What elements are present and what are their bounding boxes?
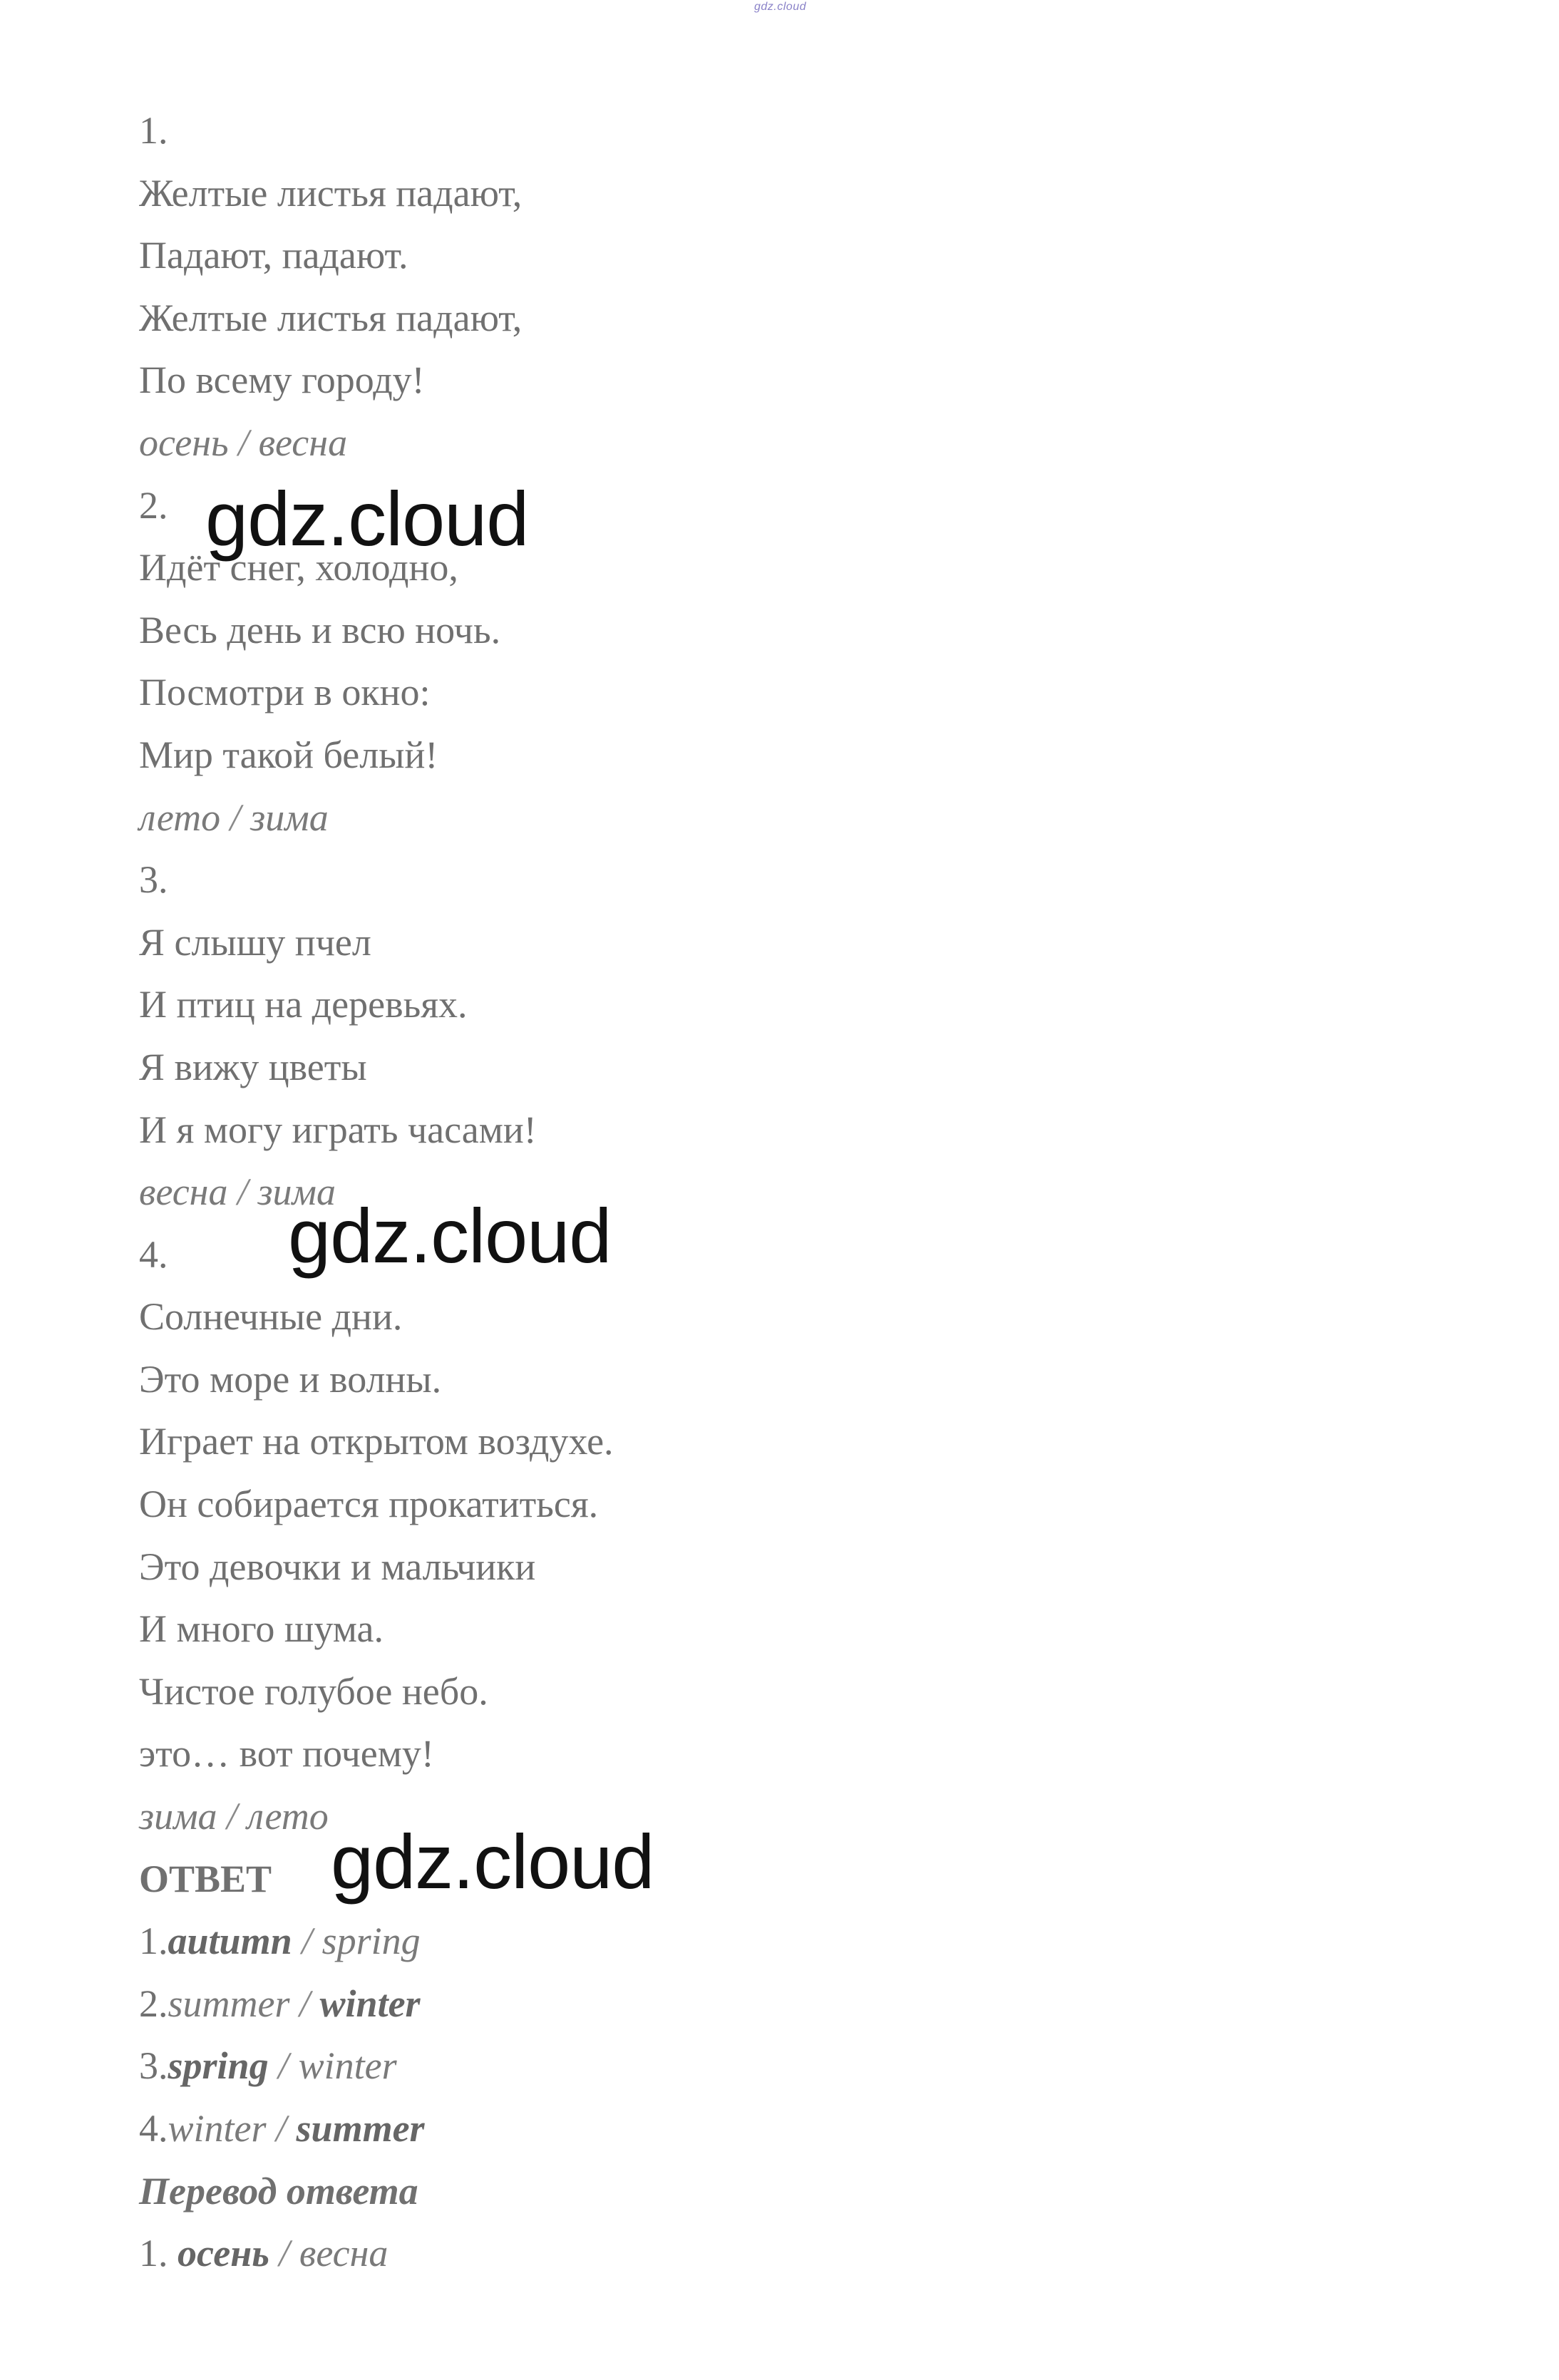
poem-line: это… вот почему!: [139, 1732, 434, 1776]
answer-selected: spring: [168, 2044, 269, 2088]
poem-line: Идёт снег, холодно,: [139, 546, 458, 589]
poem-line: Желтые листья падают,: [139, 296, 523, 339]
choice-a: осень: [139, 421, 229, 464]
poem-line: И много шума.: [139, 1607, 384, 1651]
translation-heading: Перевод ответа: [139, 2169, 418, 2212]
choice-b: зима: [250, 795, 329, 839]
watermark: gdz.cloud: [288, 1192, 612, 1279]
poem-number: 3.: [139, 858, 168, 902]
poem-line: И птиц на деревьях.: [139, 983, 468, 1026]
poem-line: Падают, падают.: [139, 234, 408, 277]
choice-separator: /: [237, 1170, 248, 1214]
translation-number: 1.: [139, 2232, 177, 2275]
season-choice: [139, 787, 1422, 850]
choice-a: весна: [139, 1170, 228, 1214]
choice-b: весна: [258, 421, 348, 464]
choice-a: зима: [139, 1795, 217, 1838]
poem-line: Я вижу цветы: [139, 1045, 367, 1088]
answer-number: 4.: [139, 2107, 168, 2150]
answer-heading: ОТВЕТ: [139, 1857, 272, 1900]
answer-number: 1.: [139, 1920, 168, 1963]
poem-line: Солнечные дни.: [139, 1295, 403, 1339]
choice-a: лето: [139, 795, 221, 839]
poem-line: Желтые листья падают,: [139, 171, 523, 215]
season-choice: [139, 412, 1422, 475]
answer-separator: /: [268, 2044, 299, 2088]
header-site-mark: gdz.cloud: [754, 1, 806, 13]
translation-selected: осень: [177, 2232, 269, 2275]
poem-number: 1.: [139, 109, 168, 152]
translation-item: [139, 2222, 1422, 2285]
watermark: gdz.cloud: [331, 1818, 654, 1905]
translation-separator: /: [269, 2232, 299, 2275]
poem-line: Мир такой белый!: [139, 733, 438, 776]
answer-option: winter: [298, 2044, 397, 2088]
answer-selected: winter: [319, 1982, 421, 2025]
answer-number: 2.: [139, 1982, 168, 2025]
answer-item: [139, 1910, 1422, 1973]
choice-b: зима: [257, 1170, 336, 1214]
poem-line: Играет на открытом воздухе.: [139, 1420, 614, 1463]
answer-item: [139, 2098, 1422, 2160]
poem-line: Чистое голубое небо.: [139, 1669, 488, 1713]
poem-line: По всему городу!: [139, 359, 425, 402]
poem-number: 4.: [139, 1232, 168, 1276]
poem-line: Я слышу пчел: [139, 920, 371, 964]
choice-separator: /: [230, 795, 241, 839]
poem-line: Весь день и всю ночь.: [139, 608, 501, 651]
answer-item: [139, 2035, 1422, 2098]
answer-selected: summer: [296, 2107, 425, 2150]
choice-b: лето: [247, 1795, 329, 1838]
choice-separator: /: [238, 421, 249, 464]
poem-line: И я могу играть часами!: [139, 1108, 537, 1151]
poem-number: 2.: [139, 483, 168, 527]
poem-line: Он собирается прокатиться.: [139, 1483, 599, 1526]
answer-option: spring: [321, 1920, 421, 1963]
answer-option: winter: [168, 2107, 267, 2150]
answer-option: summer: [168, 1982, 290, 2025]
watermark: gdz.cloud: [205, 475, 529, 562]
answer-number: 3.: [139, 2044, 168, 2088]
answer-selected: autumn: [168, 1920, 292, 1963]
poem-line: Это море и волны.: [139, 1357, 442, 1401]
answer-separator: /: [266, 2107, 297, 2150]
answer-separator: /: [292, 1920, 322, 1963]
poem-line: Это девочки и мальчики: [139, 1545, 536, 1588]
answer-separator: /: [289, 1982, 320, 2025]
answer-item: [139, 1973, 1422, 2036]
poem-line: Посмотри в окно:: [139, 671, 431, 714]
translation-option: весна: [299, 2232, 389, 2275]
choice-separator: /: [227, 1795, 238, 1838]
